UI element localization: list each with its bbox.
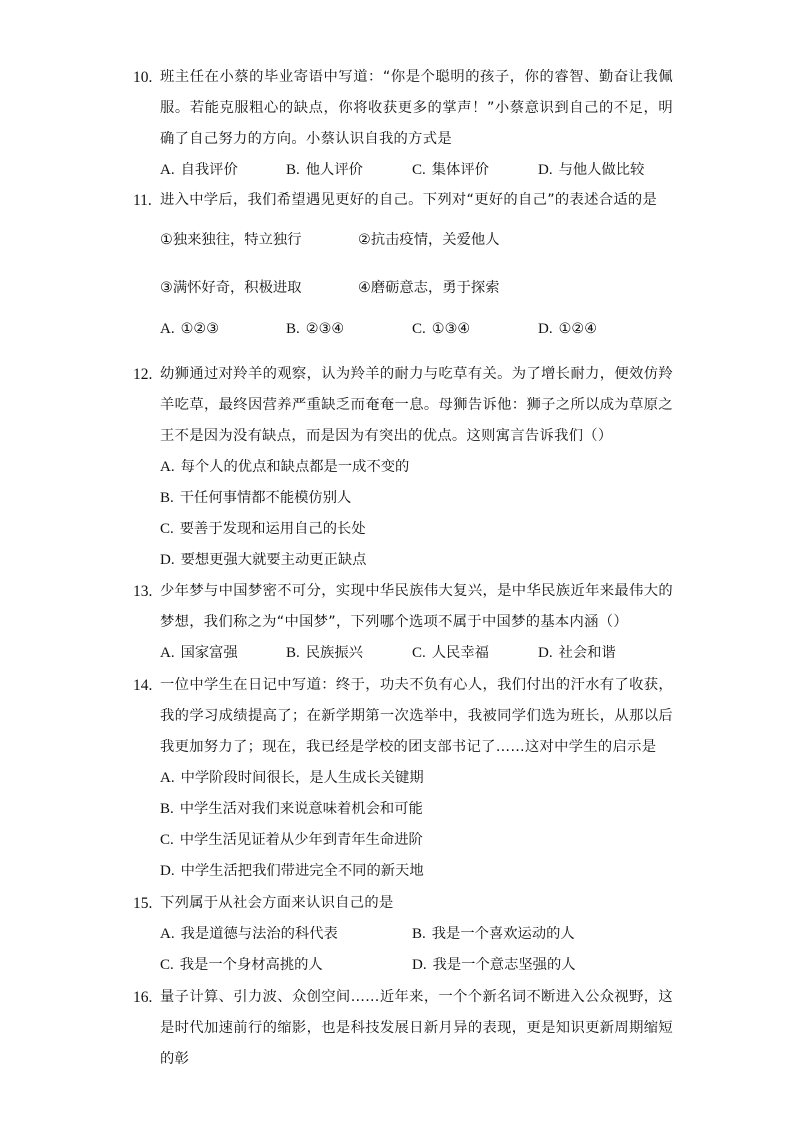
options-row bbox=[160, 155, 673, 186]
question-number: 14. bbox=[133, 677, 153, 694]
option-b[interactable] bbox=[286, 638, 363, 669]
option-text: 人民幸福 bbox=[431, 645, 489, 661]
option-text: 中学生活对我们来说意味着机会和可能 bbox=[179, 801, 423, 817]
option-label: B. bbox=[286, 321, 300, 337]
option-text: 中学生活见证着从少年到青年生命进阶 bbox=[179, 832, 423, 848]
options-row bbox=[160, 314, 673, 345]
option-text: 我是一个意志坚强的人 bbox=[432, 957, 576, 973]
option-label: B. bbox=[286, 645, 300, 661]
statements-row bbox=[160, 264, 673, 312]
option-text: 与他人做比较 bbox=[558, 162, 645, 178]
question-number: 11. bbox=[133, 192, 152, 209]
option-label: B. bbox=[160, 490, 174, 506]
option-b[interactable] bbox=[286, 155, 363, 186]
option-text: 国家富强 bbox=[180, 645, 238, 661]
question-stem: 一位中学生在日记中写道：终于，功夫不负有心人，我们付出的汗水有了收获，我的学习成绩提高了；在新学期第一次选举中，我被同学们选为班长，从那以后我更加努力了；现在，我已经是学校的团支部书记了……这对中学生的启示是 bbox=[160, 677, 673, 755]
option-text: 他人评价 bbox=[305, 162, 363, 178]
option-label: D. bbox=[538, 321, 553, 337]
statements-row bbox=[160, 216, 673, 264]
option-label: A. bbox=[160, 926, 175, 942]
option-a[interactable] bbox=[160, 452, 673, 483]
question-14 bbox=[133, 670, 673, 887]
option-c[interactable] bbox=[160, 950, 323, 981]
option-d[interactable] bbox=[160, 856, 673, 887]
option-label: A. bbox=[160, 162, 175, 178]
option-label: C. bbox=[412, 321, 426, 337]
option-a[interactable] bbox=[160, 919, 338, 950]
option-d[interactable] bbox=[538, 638, 616, 669]
question-16 bbox=[133, 982, 673, 1075]
option-label: D. bbox=[160, 552, 175, 568]
option-b[interactable] bbox=[160, 483, 673, 514]
option-text: 自我评价 bbox=[180, 162, 238, 178]
option-label: C. bbox=[160, 521, 174, 537]
option-label: C. bbox=[412, 645, 426, 661]
question-number: 16. bbox=[133, 989, 153, 1006]
question-stem: 量子计算、引力波、众创空间……近年来，一个个新名词不断进入公众视野，这是时代加速前行的缩影，也是科技发展日新月异的表现，更是知识更新周期缩短的彰 bbox=[160, 989, 673, 1067]
option-text: 我是道德与法治的科代表 bbox=[180, 926, 338, 942]
option-b[interactable] bbox=[412, 919, 575, 950]
option-b[interactable] bbox=[160, 794, 673, 825]
option-label: C. bbox=[160, 957, 174, 973]
question-stem: 下列属于从社会方面来认识自己的是 bbox=[160, 895, 394, 911]
statement-3: ③满怀好奇，积极进取 bbox=[160, 280, 302, 296]
option-text: ②③④ bbox=[305, 321, 345, 337]
option-c[interactable] bbox=[412, 155, 489, 186]
question-number: 15. bbox=[133, 895, 153, 912]
option-d[interactable] bbox=[412, 950, 576, 981]
option-b[interactable] bbox=[286, 314, 344, 345]
option-d[interactable] bbox=[538, 155, 644, 186]
option-c[interactable] bbox=[160, 514, 673, 545]
option-text: 要想更强大就要主动更正缺点 bbox=[180, 552, 367, 568]
option-c[interactable] bbox=[160, 825, 673, 856]
option-text: 要善于发现和运用自己的长处 bbox=[179, 521, 366, 537]
option-text: 每个人的优点和缺点都是一成不变的 bbox=[180, 459, 410, 475]
options-row bbox=[160, 919, 673, 950]
option-a[interactable] bbox=[160, 314, 219, 345]
option-label: D. bbox=[538, 645, 553, 661]
option-label: D. bbox=[160, 863, 175, 879]
option-text: ①③④ bbox=[431, 321, 471, 337]
option-text: 中学生活把我们带进完全不同的新天地 bbox=[180, 863, 424, 879]
option-text: 社会和谐 bbox=[558, 645, 616, 661]
statement-4: ④磨砺意志，勇于探索 bbox=[358, 280, 500, 296]
option-text: ①②③ bbox=[180, 321, 220, 337]
question-11 bbox=[133, 185, 673, 345]
question-15 bbox=[133, 888, 673, 981]
option-label: B. bbox=[160, 801, 174, 817]
option-text: 民族振兴 bbox=[305, 645, 363, 661]
option-text: ①②④ bbox=[558, 321, 598, 337]
option-label: A. bbox=[160, 770, 175, 786]
option-text: 我是一个喜欢运动的人 bbox=[431, 926, 575, 942]
question-number: 10. bbox=[133, 69, 153, 86]
question-number: 13. bbox=[133, 583, 153, 600]
question-10 bbox=[133, 62, 673, 186]
option-label: C. bbox=[412, 162, 426, 178]
option-text: 中学阶段时间很长，是人生成长关键期 bbox=[180, 770, 424, 786]
option-label: A. bbox=[160, 459, 175, 475]
option-label: D. bbox=[538, 162, 553, 178]
option-text: 我是一个身材高挑的人 bbox=[179, 957, 323, 973]
statement-2: ②抗击疫情，关爱他人 bbox=[358, 232, 500, 248]
question-stem: 幼狮通过对羚羊的观察，认为羚羊的耐力与吃草有关。为了增长耐力，便效仿羚羊吃草，最终因营养严重缺乏而奄奄一息。母狮告诉他：狮子之所以成为草原之王不是因为没有缺点，而是因为有突出的优点。这则寓言告诉我们（） bbox=[160, 366, 673, 444]
option-label: A. bbox=[160, 321, 175, 337]
question-stem: 少年梦与中国梦密不可分，实现中华民族伟大复兴，是中华民族近年来最伟大的梦想，我们称之为“中国梦”，下列哪个选项不属于中国梦的基本内涵（） bbox=[160, 583, 673, 630]
option-label: D. bbox=[412, 957, 427, 973]
question-number: 12. bbox=[133, 366, 153, 383]
option-a[interactable] bbox=[160, 638, 238, 669]
option-text: 集体评价 bbox=[431, 162, 489, 178]
option-label: A. bbox=[160, 645, 175, 661]
option-label: C. bbox=[160, 832, 174, 848]
option-d[interactable] bbox=[160, 545, 673, 576]
statement-1: ①独来独往，特立独行 bbox=[160, 232, 302, 248]
question-12 bbox=[133, 359, 673, 576]
option-label: B. bbox=[286, 162, 300, 178]
option-d[interactable] bbox=[538, 314, 597, 345]
option-c[interactable] bbox=[412, 314, 470, 345]
options-row bbox=[160, 638, 673, 669]
options-row bbox=[160, 950, 673, 981]
question-13 bbox=[133, 576, 673, 669]
option-label: B. bbox=[412, 926, 426, 942]
option-a[interactable] bbox=[160, 763, 673, 794]
option-a[interactable] bbox=[160, 155, 238, 186]
question-stem: 进入中学后，我们希望遇见更好的自己。下列对“更好的自己”的表述合适的是 bbox=[160, 192, 658, 208]
question-stem: 班主任在小蔡的毕业寄语中写道：“你是个聪明的孩子，你的睿智、勤奋让我佩服。若能克服粗心的缺点，你将收获更多的掌声！”小蔡意识到自己的不足，明确了自己努力的方向。小蔡认识自我的方式是 bbox=[160, 69, 673, 147]
option-text: 干任何事情都不能模仿别人 bbox=[179, 490, 352, 506]
option-c[interactable] bbox=[412, 638, 489, 669]
